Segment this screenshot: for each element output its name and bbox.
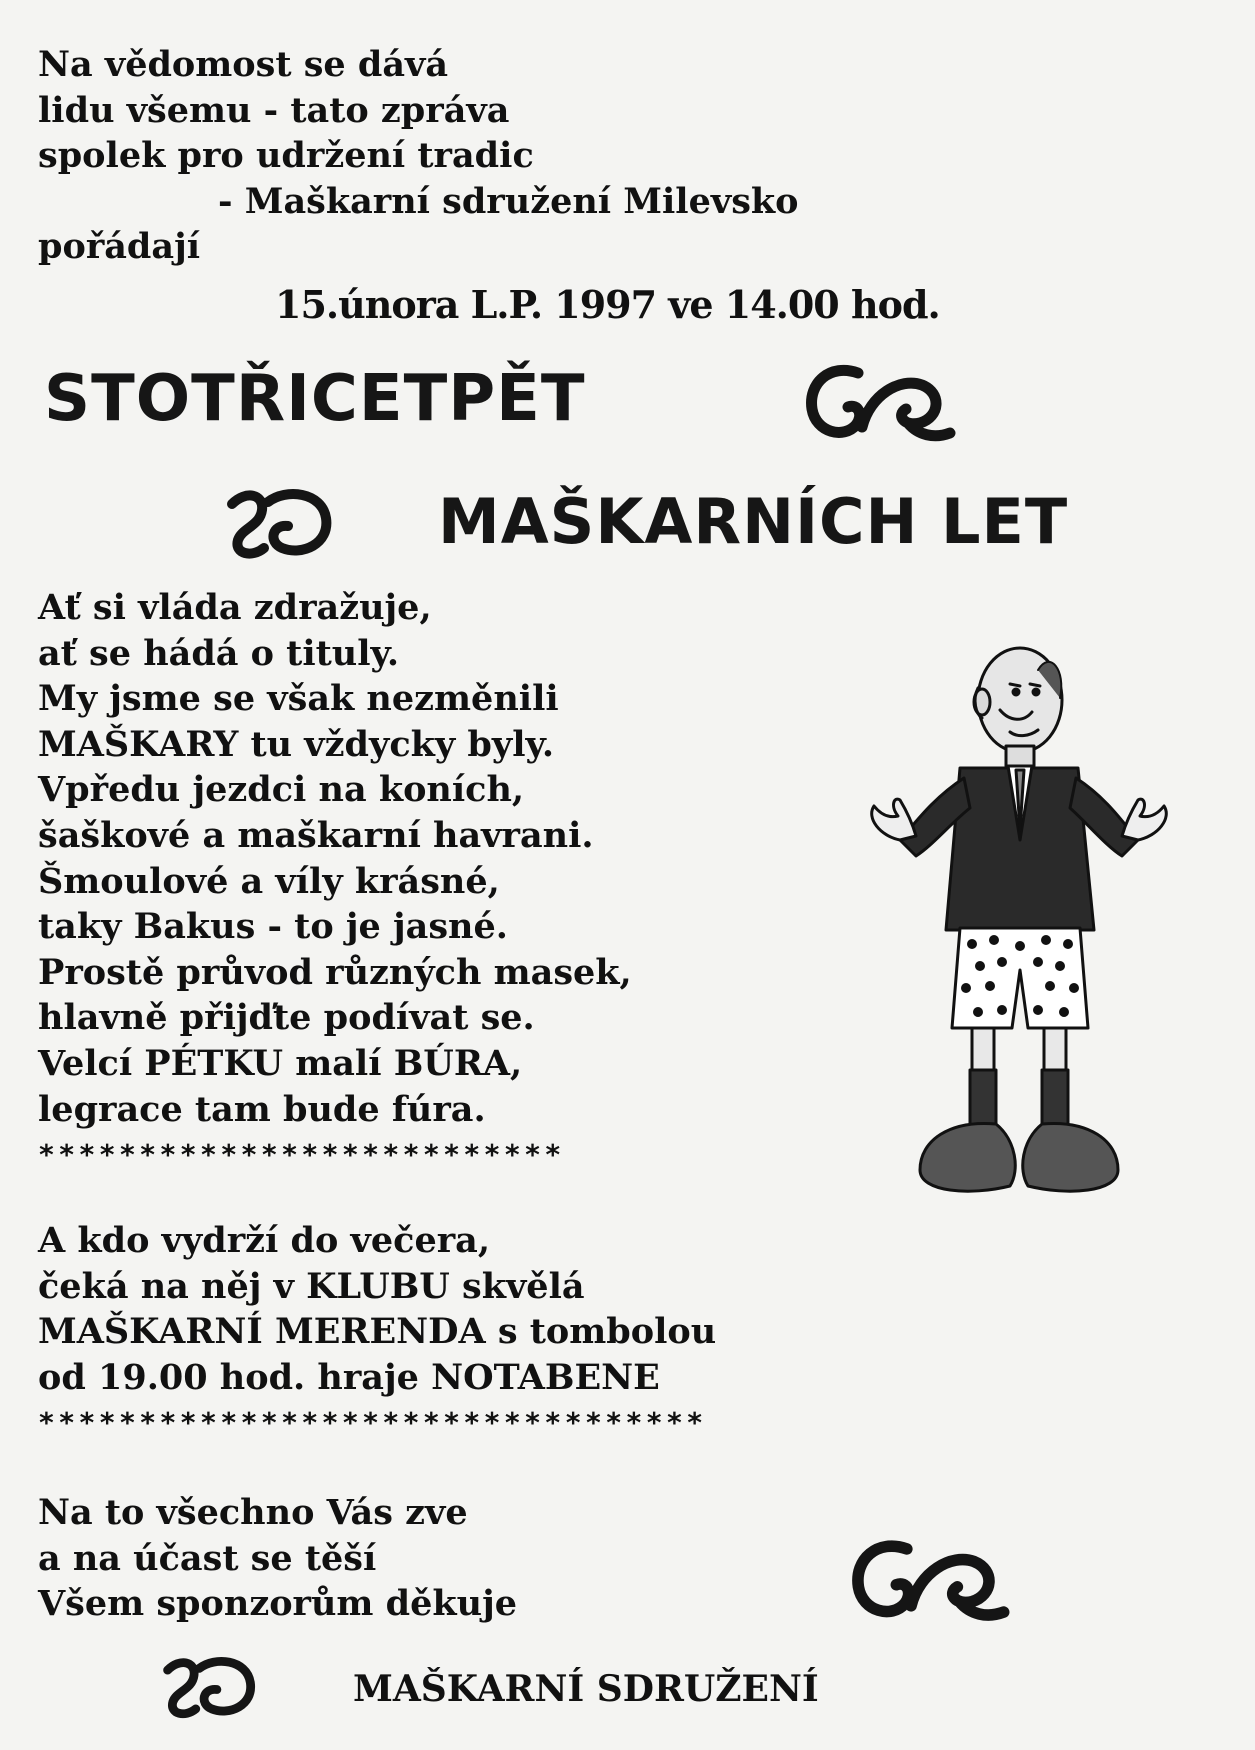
poem-text bbox=[38, 585, 632, 1178]
intro-line: - Maškarní sdružení Milevsko bbox=[218, 180, 799, 222]
poem-line: hlavně přijďte podívat se. bbox=[38, 997, 535, 1039]
evening-line: MAŠKARNÍ MERENDA s tombolou bbox=[38, 1311, 717, 1352]
closing-line: Na to všechno Vás zve bbox=[38, 1492, 468, 1533]
evening-line: od 19.00 hod. hraje NOTABENE bbox=[38, 1356, 660, 1398]
ms-monogram-swirl-icon bbox=[150, 1650, 260, 1722]
intro-text bbox=[38, 42, 799, 270]
headline-line-2: MAŠKARNÍCH LET bbox=[438, 485, 1069, 558]
poem-line: Vpředu jezdci na koních, bbox=[38, 769, 525, 811]
ms-monogram-swirl-icon bbox=[212, 482, 337, 562]
poem-line: Ať si vláda zdražuje, bbox=[38, 587, 432, 628]
closing-line: Všem sponzorům děkuje bbox=[38, 1583, 518, 1624]
poem-line: Prostě průvod různých masek, bbox=[38, 951, 632, 993]
poem-line: šaškové a maškarní havrani. bbox=[38, 814, 594, 856]
poem-line: legrace tam bude fúra. bbox=[38, 1088, 486, 1130]
intro-line: lidu všemu - tato zpráva bbox=[38, 89, 510, 131]
poem-line: Velcí PÉTKU malí BÚRA, bbox=[38, 1042, 523, 1084]
poem-line: taky Bakus - to je jasné. bbox=[38, 906, 508, 948]
closing-text bbox=[38, 1490, 517, 1627]
closing-line: a na účast se těší bbox=[38, 1537, 377, 1579]
intro-line: spolek pro udržení tradic bbox=[38, 135, 534, 176]
signature: MAŠKARNÍ SDRUŽENÍ bbox=[353, 1668, 819, 1710]
evening-text bbox=[38, 1218, 716, 1446]
headline-line-1: STOTŘICETPĚT bbox=[44, 362, 586, 436]
event-date: 15.února L.P. 1997 ve 14.00 hod. bbox=[275, 282, 940, 327]
evening-line: A kdo vydrží do večera, bbox=[38, 1220, 491, 1261]
poem-line: MAŠKARY tu vždycky byly. bbox=[38, 723, 555, 765]
ms-monogram-swirl-icon bbox=[800, 355, 960, 450]
poem-line: My jsme se však nezměnili bbox=[38, 678, 559, 720]
poem-line: ať se hádá o tituly. bbox=[38, 632, 400, 674]
star-separator: ************************** bbox=[38, 1138, 565, 1172]
shrugging-man-illustration bbox=[860, 640, 1180, 1230]
evening-line: čeká na něj v KLUBU skvělá bbox=[38, 1265, 585, 1307]
intro-line: Na vědomost se dává bbox=[38, 44, 449, 85]
intro-line: pořádají bbox=[38, 226, 201, 267]
star-separator: ********************************* bbox=[38, 1406, 707, 1439]
poem-line: Šmoulové a víly krásné, bbox=[38, 860, 500, 902]
ms-monogram-swirl-icon bbox=[840, 1530, 1020, 1630]
